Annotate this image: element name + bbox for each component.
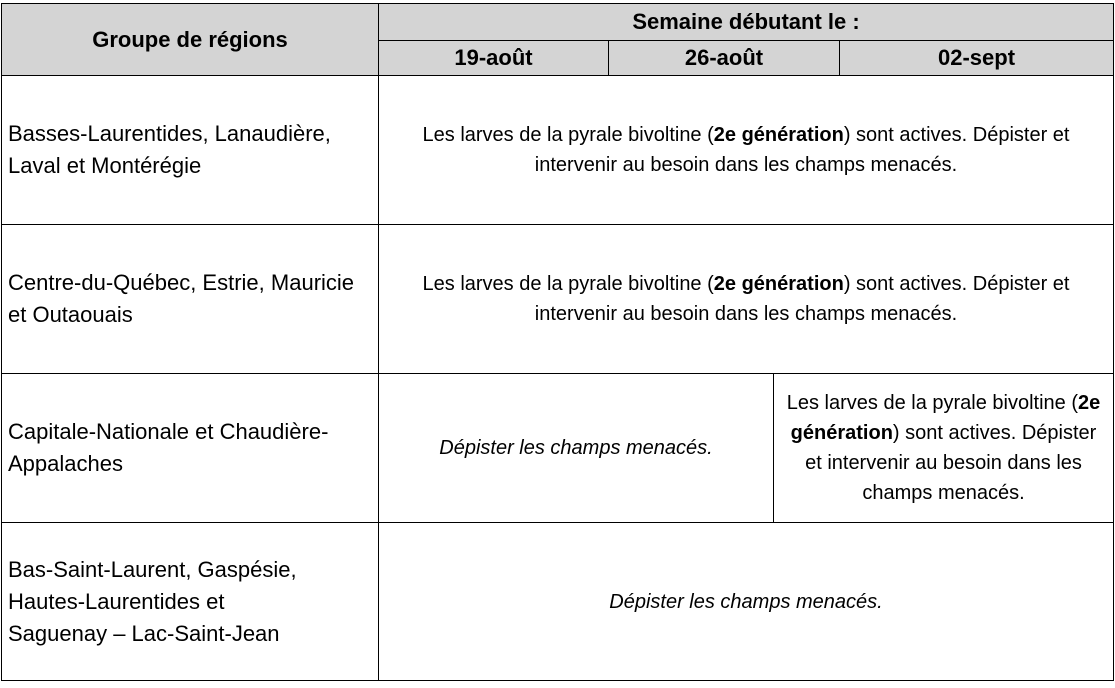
region-cell: Centre-du-Québec, Estrie, Mauricie et Outaouais (2, 225, 379, 374)
scout-message-cell: Dépister les champs menacés. (379, 374, 774, 523)
active-text-end: ) sont actives. Dépister et intervenir au besoin dans les champs menacés. (534, 124, 1070, 176)
table-row (2, 523, 1114, 681)
active-text-bold: 2e génération (790, 392, 1101, 444)
active-text-end: ) sont actives. Dépister et intervenir au besoin dans les champs menacés. (805, 422, 1097, 504)
active-text-bold: 2e génération (713, 273, 844, 295)
table-row (2, 225, 1114, 374)
active-text-bold: 2e génération (713, 124, 844, 146)
week-1-header: 19-août (379, 41, 609, 76)
active-text-start: Les larves de la pyrale bivoltine ( (786, 392, 1079, 414)
active-text-end: ) sont actives. Dépister et intervenir au besoin dans les champs menacés. (534, 273, 1070, 325)
regions-schedule-table (1, 3, 1114, 681)
table-row (2, 76, 1114, 225)
region-cell: Capitale-Nationale et Chaudière-Appalaches (2, 374, 379, 523)
group-header: Groupe de régions (2, 4, 379, 76)
active-message-cell (379, 76, 1114, 225)
region-cell: Basses-Laurentides, Lanaudière, Laval et Montérégie (2, 76, 379, 225)
week-3-header: 02-sept (840, 41, 1114, 76)
scout-message-cell: Dépister les champs menacés. (379, 523, 1114, 681)
week-2-header: 26-août (609, 41, 840, 76)
header-row-top (2, 4, 1114, 41)
region-cell: Bas-Saint-Laurent, Gaspésie, Hautes-Laurentides et Saguenay – Lac-Saint-Jean (2, 523, 379, 681)
week-header: Semaine débutant le : (379, 4, 1114, 41)
active-text-start: Les larves de la pyrale bivoltine ( (422, 273, 714, 295)
active-message-cell (774, 374, 1114, 523)
table-row (2, 374, 1114, 523)
active-message-cell (379, 225, 1114, 374)
active-text-start: Les larves de la pyrale bivoltine ( (422, 124, 714, 146)
